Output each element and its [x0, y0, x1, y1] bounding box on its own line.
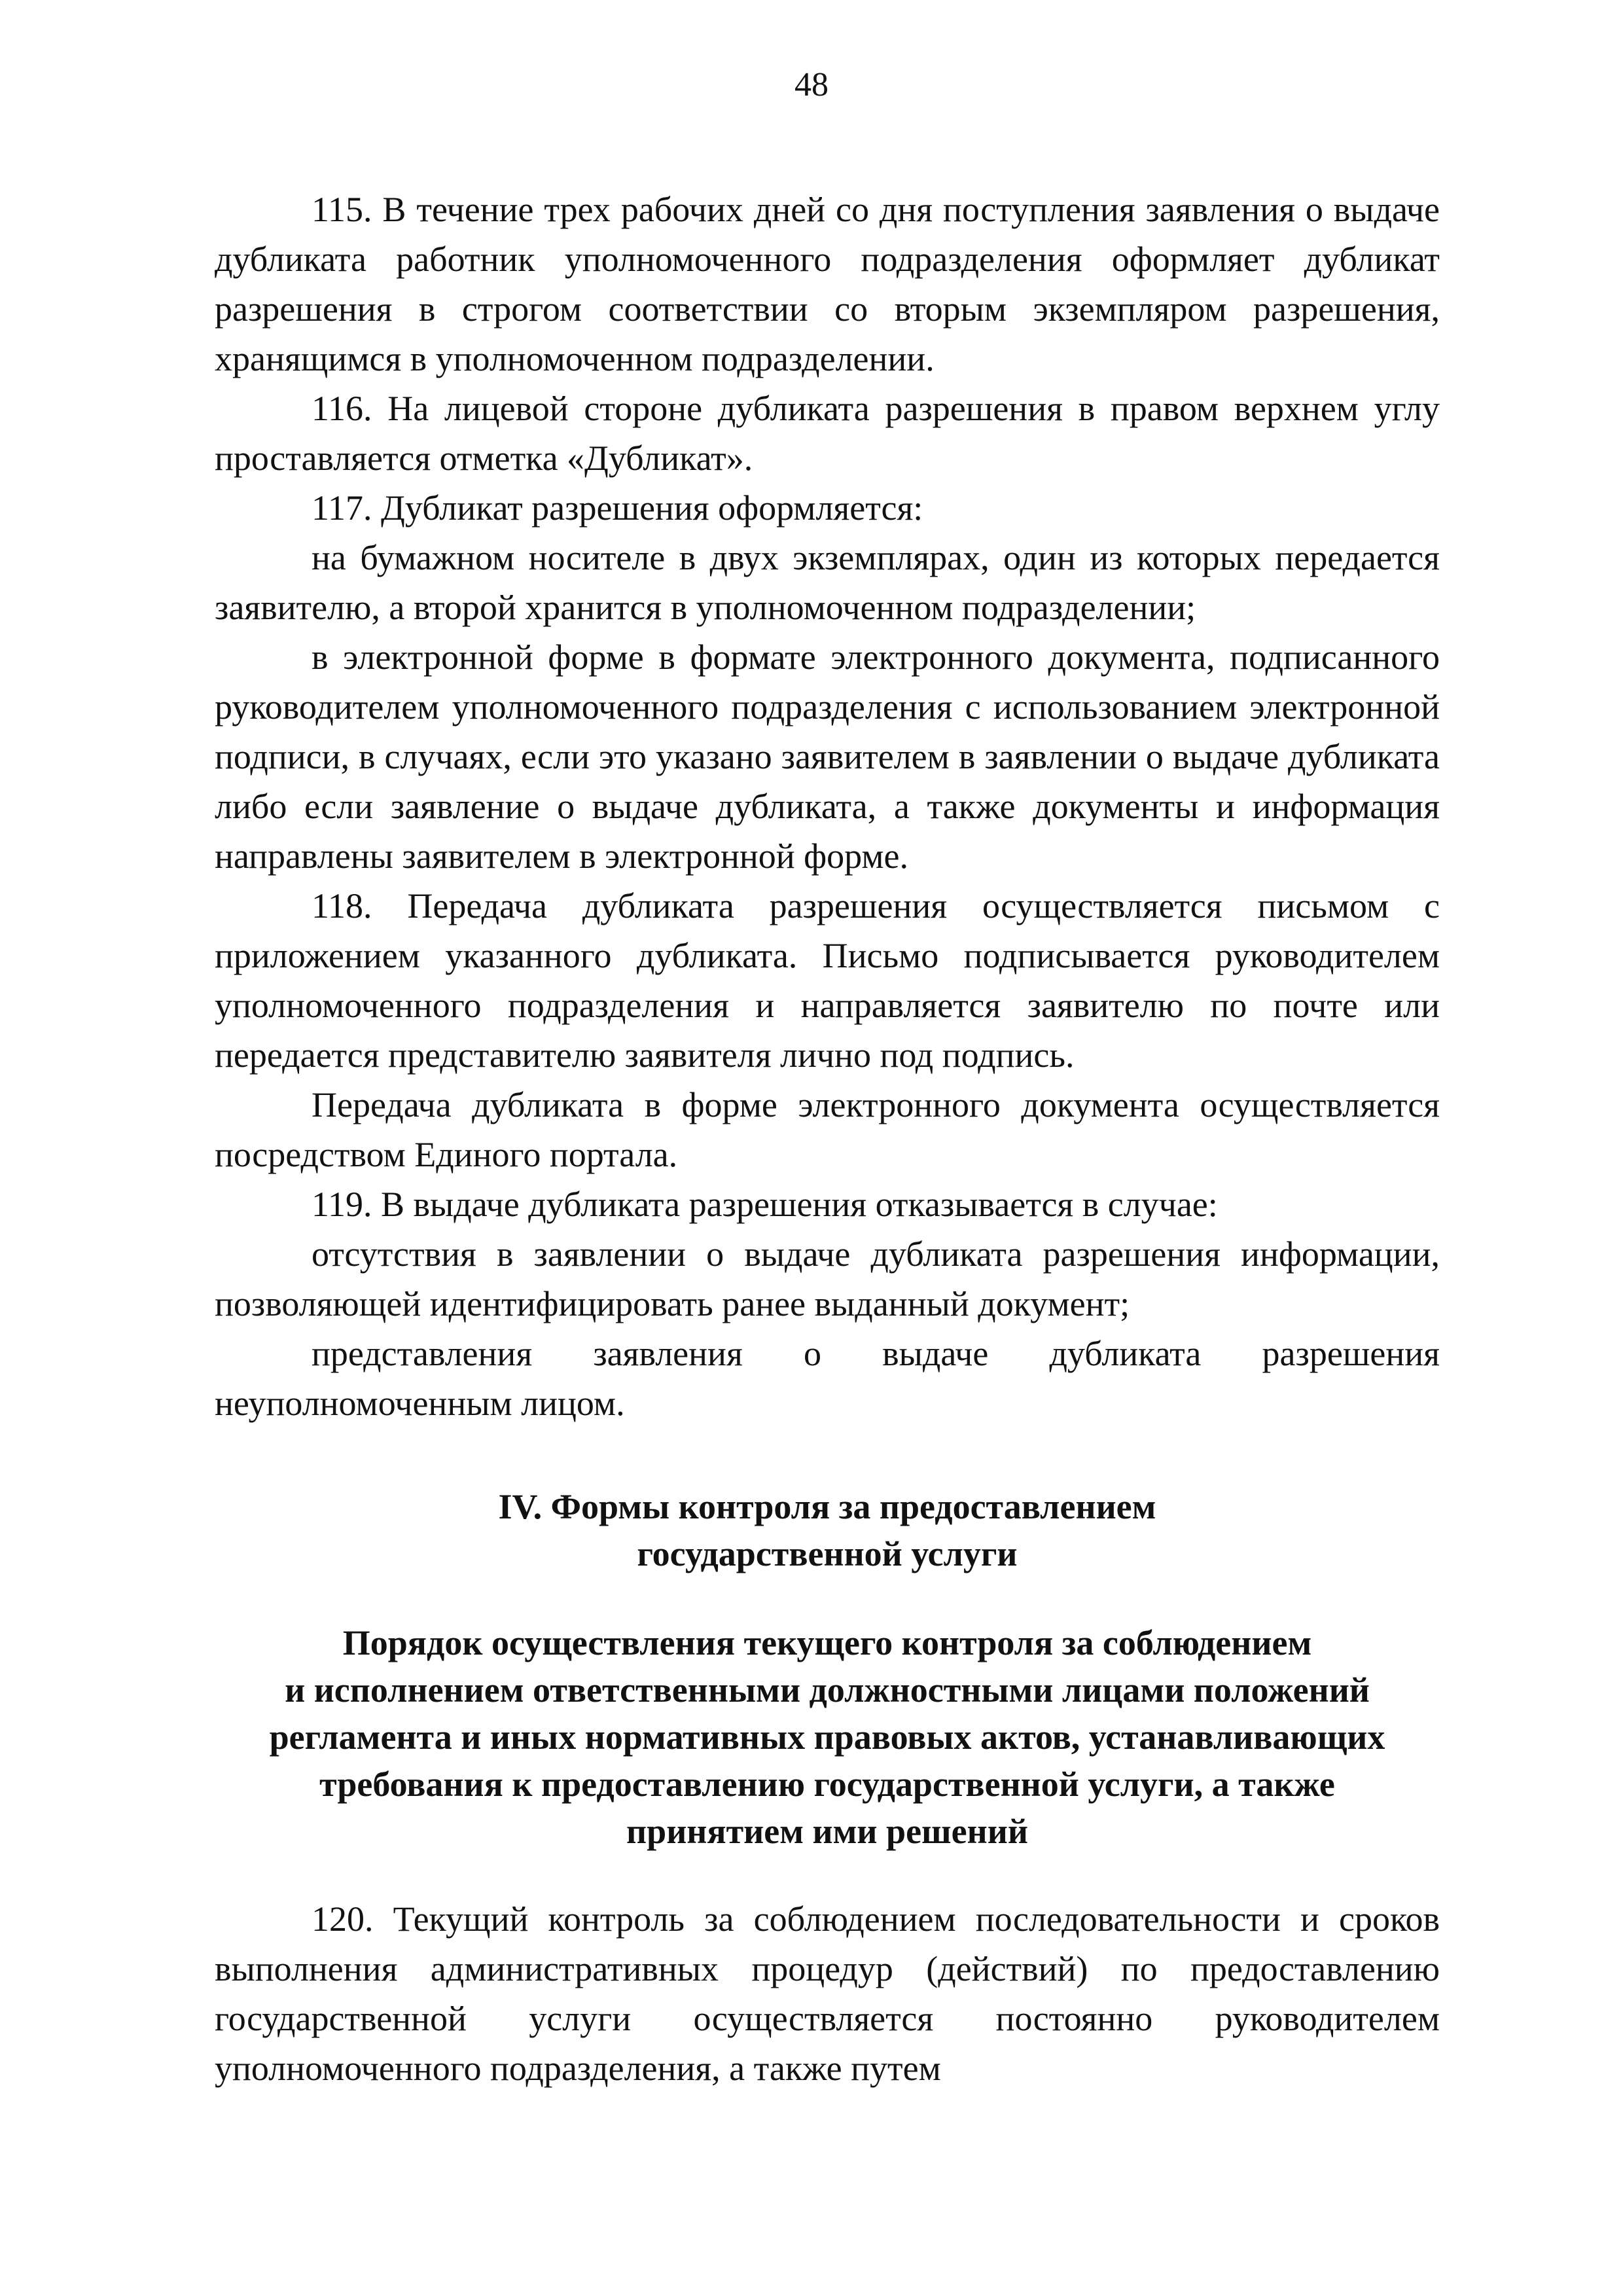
section-heading-line: IV. Формы контроля за предоставлением: [498, 1487, 1156, 1526]
paragraph-119-unauthorized: представления заявления о выдаче дубликата разрешения неуполномоченным лицом.: [215, 1334, 1440, 1423]
document-body: [215, 185, 1440, 2093]
paragraph-119-absence: отсутствия в заявлении о выдаче дубликата разрешения информации, позволяющей идентифицировать ранее выданный документ;: [215, 1234, 1440, 1323]
paragraph-118: 118. Передача дубликата разрешения осуществляется письмом с приложением указанного дубликата. Письмо подписывается руководителем уполномоченного подразделения и направляется заявителю по почте или передается представителю заявителя лично под подпись.: [215, 886, 1440, 1075]
subsection-heading: [215, 1619, 1440, 1855]
subsection-heading-line: требования к предоставлению государственной услуги, а также: [319, 1765, 1335, 1804]
paragraph-115: 115. В течение трех рабочих дней со дня поступления заявления о выдаче дубликата работник уполномоченного подразделения оформляет дубликат разрешения в строгом соответствии со вторым экземпляром разрешения, хранящимся в уполномоченном подразделении.: [215, 190, 1440, 378]
subsection-heading-line: Порядок осуществления текущего контроля за соблюдением: [342, 1623, 1312, 1662]
subsection-heading-line: и исполнением ответственными должностными лицами положений: [285, 1670, 1370, 1710]
paragraph-116: 116. На лицевой стороне дубликата разрешения в правом верхнем углу проставляется отметка «Дубликат».: [215, 389, 1440, 478]
section-heading-line: государственной услуги: [637, 1534, 1018, 1573]
page-number: 48: [794, 66, 829, 103]
paragraph-119: 119. В выдаче дубликата разрешения отказывается в случае:: [312, 1185, 1218, 1224]
paragraph-120: 120. Текущий контроль за соблюдением последовательности и сроков выполнения административных процедур (действий) по предоставлению государственной услуги осуществляется постоянно руководителем уполномоченного подразделения, а также путем: [215, 1899, 1440, 2088]
subsection-heading-line: регламента и иных нормативных правовых актов, устанавливающих: [269, 1717, 1385, 1757]
paragraph-117-paper: на бумажном носителе в двух экземплярах, один из которых передается заявителю, а второй хранится в уполномоченном подразделении;: [215, 538, 1440, 627]
paragraph-118-electronic: Передача дубликата в форме электронного документа осуществляется посредством Единого портала.: [215, 1085, 1440, 1174]
section-heading: [215, 1483, 1440, 1577]
paragraph-117: 117. Дубликат разрешения оформляется:: [312, 488, 923, 528]
paragraph-117-electronic: в электронной форме в формате электронного документа, подписанного руководителем уполномоченного подразделения с использованием электронной подписи, в случаях, если это указано заявителем в заявлении о выдаче дубликата либо если заявление о выдаче дубликата, а также документы и информация направлены заявителем в электронной форме.: [215, 637, 1440, 876]
subsection-heading-line: принятием ими решений: [626, 1812, 1028, 1851]
